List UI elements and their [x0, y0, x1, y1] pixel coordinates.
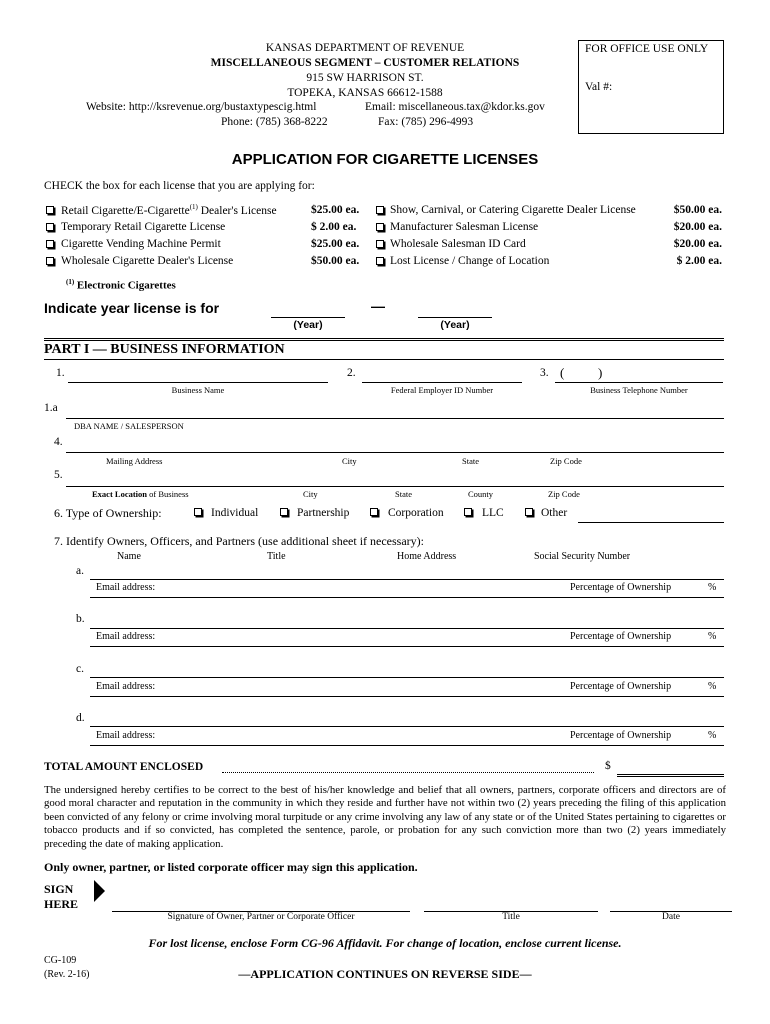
mailing-zip-caption: Zip Code — [550, 456, 582, 466]
ownership-llc-checkbox[interactable] — [464, 508, 472, 516]
form-title: APPLICATION FOR CIGARETTE LICENSES — [231, 151, 539, 168]
location-county-caption: County — [468, 489, 494, 499]
check-instruction: CHECK the box for each license that you are applying for: — [44, 180, 315, 192]
lost-license-checkbox[interactable] — [376, 257, 384, 265]
email: Email: miscellaneous.tax@kdor.ks.gov — [365, 101, 545, 113]
mailing-state-caption: State — [462, 456, 479, 466]
owner-email-label: Email address: — [96, 730, 156, 741]
dba-input[interactable] — [66, 402, 724, 419]
retail-license-price: $25.00 ea. — [311, 204, 360, 216]
office-use-box — [578, 40, 724, 134]
ownership-llc-label: LLC — [482, 507, 504, 519]
website: Website: http://ksrevenue.org/bustaxtypescig.html — [86, 101, 317, 113]
year-start-caption: (Year) — [293, 319, 323, 331]
part1-bottom-rule — [44, 359, 724, 360]
year-end-caption: (Year) — [440, 319, 470, 331]
business-phone-caption: Business Telephone Number — [590, 385, 688, 395]
owners-col-ssn: Social Security Number — [534, 551, 631, 562]
manufacturer-salesman-label: Manufacturer Salesman License — [390, 221, 539, 233]
retail-license-label: Retail Cigarette/E-Cigarette$^{(1)}$ Dealer's License — [61, 203, 277, 217]
owner-letter: a. — [76, 565, 84, 577]
field-1a-number: 1.a — [44, 402, 58, 414]
owner-pct-sign: % — [708, 730, 717, 741]
ownership-individual-checkbox[interactable] — [194, 508, 202, 516]
owner-d-email-rule — [90, 745, 724, 746]
fein-caption: Federal Employer ID Number — [390, 385, 494, 395]
owner-email-label: Email address: — [96, 631, 156, 642]
ownership-other-input[interactable] — [578, 506, 724, 523]
footnote: $^{(1)}$ Electronic Cigarettes — [66, 278, 176, 292]
manufacturer-salesman-price: $20.00 ea. — [673, 221, 722, 233]
show-carnival-checkbox[interactable] — [376, 206, 384, 214]
field-5-number: 5. — [54, 469, 63, 481]
only-owner-note: Only owner, partner, or listed corporate officer may sign this application. — [44, 860, 418, 874]
owner-c-email-rule — [90, 696, 724, 697]
mailing-address-caption: Mailing Address — [106, 456, 163, 466]
dba-caption: DBA NAME / SALESPERSON — [74, 421, 184, 431]
owner-b-input[interactable] — [90, 612, 724, 629]
ownership-corporation-checkbox[interactable] — [370, 508, 378, 516]
here-label: HERE — [44, 897, 79, 911]
location-zip-caption: Zip Code — [548, 489, 580, 499]
ownership-other-checkbox[interactable] — [525, 508, 533, 516]
owners-col-title: Title — [267, 551, 286, 562]
show-carnival-label: Show, Carnival, or Catering Cigarette Dealer License — [390, 204, 636, 216]
total-amount-input[interactable] — [617, 758, 724, 777]
val-label: Val #: — [585, 81, 613, 93]
exact-location-input[interactable] — [66, 470, 724, 487]
location-city-caption: City — [303, 489, 318, 499]
city-address: TOPEKA, KANSAS 66612-1588 — [287, 87, 443, 99]
owners-label: 7. Identify Owners, Officers, and Partners (use additional sheet if necessary): — [54, 534, 424, 548]
field-3-number: 3. — [540, 367, 549, 379]
field-1-number: 1. — [56, 367, 65, 379]
owner-pct-label: Percentage of Ownership — [570, 730, 672, 741]
continues-note: —APPLICATION CONTINUES ON REVERSE SIDE— — [238, 967, 532, 981]
year-end-input[interactable] — [418, 301, 492, 318]
manufacturer-salesman-checkbox[interactable] — [376, 223, 384, 231]
owner-a-input[interactable] — [90, 563, 724, 580]
segment-name: MISCELLANEOUS SEGMENT – CUSTOMER RELATIONS — [210, 57, 520, 69]
wholesale-dealer-checkbox[interactable] — [46, 257, 54, 265]
sign-date-input[interactable] — [610, 895, 732, 912]
owner-b-email-rule — [90, 646, 724, 647]
owner-pct-label: Percentage of Ownership — [570, 582, 672, 593]
owner-d-input[interactable] — [90, 710, 724, 727]
sign-label: SIGN — [44, 882, 74, 896]
owners-col-home: Home Address — [397, 551, 457, 562]
sign-arrow-icon — [94, 880, 106, 902]
location-state-caption: State — [395, 489, 412, 499]
wholesale-dealer-label: Wholesale Cigarette Dealer's License — [61, 255, 234, 267]
certification-text: The undersigned hereby certifies to be correct to the best of his/her knowledge and belief that all owners, partners, corporate officers and directors are of good moral character and reputation in the community in which they reside and further have not within two (2) years preceding the filing of this application been convicted of any felony or crime involving moral turpitude or any crime involving any law of any state or of the United States pertaining to cigarettes or tobacco products and if so convicted, has completed the sentence, parole, or probation for any such conviction more than two (2) years immediately preceding the date of making application. — [44, 784, 726, 850]
ownership-other-label: Other — [541, 507, 568, 519]
ownership-label: 6. Type of Ownership: — [54, 506, 162, 520]
year-label: Indicate year license is for — [44, 300, 220, 316]
owners-col-name: Name — [117, 551, 141, 562]
signer-title-caption: Title — [502, 912, 520, 922]
owner-pct-label: Percentage of Ownership — [570, 681, 672, 692]
wholesale-dealer-price: $50.00 ea. — [311, 255, 360, 267]
vending-checkbox[interactable] — [46, 240, 54, 248]
street-address: 915 SW HARRISON ST. — [306, 72, 424, 84]
business-phone-input[interactable] — [555, 366, 723, 383]
owner-email-label: Email address: — [96, 582, 156, 593]
owner-a-email-rule — [90, 597, 724, 598]
ownership-partnership-checkbox[interactable] — [280, 508, 288, 516]
signature-caption: Signature of Owner, Partner or Corporate Officer — [167, 912, 355, 922]
lost-license-price: $ 2.00 ea. — [676, 255, 722, 267]
wholesale-id-price: $20.00 ea. — [673, 238, 722, 250]
wholesale-id-checkbox[interactable] — [376, 240, 384, 248]
ownership-partnership-label: Partnership — [297, 507, 350, 519]
total-leader — [222, 772, 594, 773]
show-carnival-price: $50.00 ea. — [673, 204, 722, 216]
owner-letter: c. — [76, 663, 84, 675]
temp-retail-price: $ 2.00 ea. — [311, 221, 357, 233]
owner-letter: b. — [76, 613, 85, 625]
dept-name: KANSAS DEPARTMENT OF REVENUE — [265, 42, 465, 54]
sign-date-caption: Date — [662, 912, 680, 922]
owner-letter: d. — [76, 712, 85, 724]
part1-top-rule — [44, 338, 724, 341]
total-dollar: $ — [605, 760, 611, 772]
phone: Phone: (785) 368-8222 — [221, 116, 328, 128]
temp-retail-label: Temporary Retail Cigarette License — [61, 221, 226, 233]
owner-pct-sign: % — [708, 631, 717, 642]
field-2-number: 2. — [347, 367, 356, 379]
signature-input[interactable] — [112, 895, 410, 912]
wholesale-id-label: Wholesale Salesman ID Card — [390, 238, 526, 250]
owner-pct-label: Percentage of Ownership — [570, 631, 672, 642]
mailing-address-input[interactable] — [66, 436, 724, 453]
field-4-number: 4. — [54, 436, 63, 448]
office-use-title: FOR OFFICE USE ONLY — [585, 43, 709, 55]
lost-license-note: For lost license, enclose Form CG-96 Affidavit. For change of location, enclose current license. — [148, 936, 622, 950]
exact-location-caption: Exact Location of Business — [92, 489, 189, 499]
signer-title-input[interactable] — [424, 895, 598, 912]
owner-c-input[interactable] — [90, 661, 724, 678]
area-code-open: ( — [560, 365, 565, 380]
ownership-corporation-label: Corporation — [388, 507, 444, 519]
mailing-city-caption: City — [342, 456, 357, 466]
ownership-individual-label: Individual — [211, 507, 259, 519]
fax: Fax: (785) 296-4993 — [378, 116, 474, 128]
business-name-input[interactable] — [68, 366, 328, 383]
year-start-input[interactable] — [271, 301, 345, 318]
vending-price: $25.00 ea. — [311, 238, 360, 250]
owner-pct-sign: % — [708, 681, 717, 692]
part1-title: PART I — BUSINESS INFORMATION — [44, 342, 285, 357]
business-name-caption: Business Name — [171, 385, 225, 395]
owner-email-label: Email address: — [96, 681, 156, 692]
form-id: CG-109 — [44, 955, 77, 966]
area-code-close: ) — [598, 365, 603, 380]
year-dash: — — [371, 298, 385, 314]
total-label: TOTAL AMOUNT ENCLOSED — [44, 761, 204, 773]
owner-pct-sign: % — [708, 582, 717, 593]
vending-label: Cigarette Vending Machine Permit — [61, 238, 221, 250]
retail-license-checkbox[interactable] — [46, 206, 54, 214]
temp-retail-checkbox[interactable] — [46, 223, 54, 231]
lost-license-label: Lost License / Change of Location — [390, 255, 550, 267]
fein-input[interactable] — [362, 366, 522, 383]
form-revision: (Rev. 2-16) — [44, 969, 90, 980]
